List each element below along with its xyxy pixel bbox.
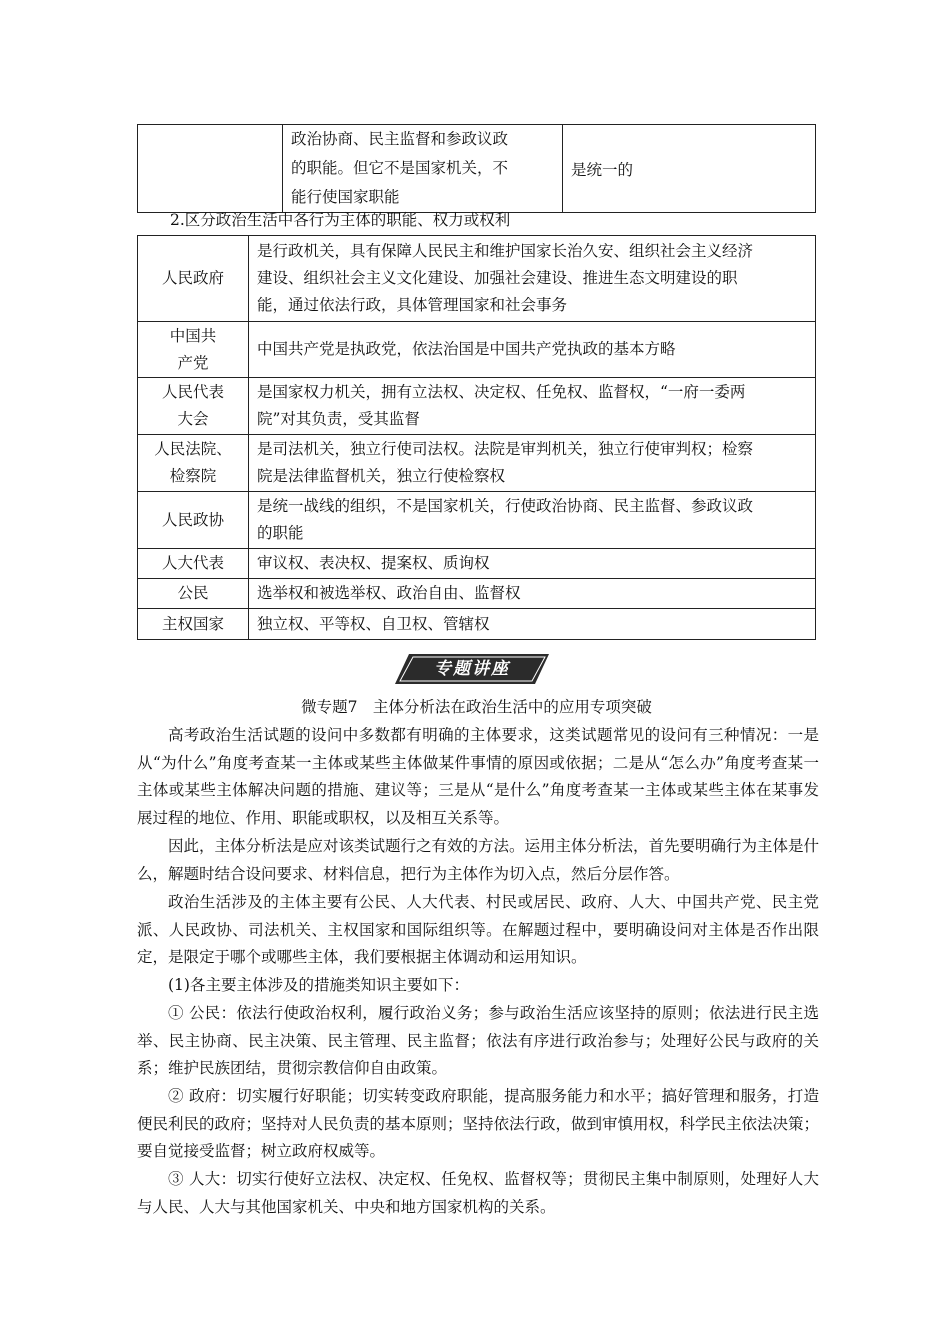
desc-line: 是司法机关，独立行使司法权。法院是审判机关，独立行使审判权；检察 bbox=[257, 440, 754, 458]
role-desc bbox=[249, 435, 816, 492]
role-desc bbox=[249, 579, 816, 609]
role-name-line: 检察院 bbox=[169, 467, 217, 485]
desc-line: 院是法律监督机关，独立行使检察权 bbox=[257, 467, 506, 485]
paragraph: ② 政府：切实履行好职能；切实转变政府职能，提高服务能力和水平；搞好管理和服务，打造便民利民的政府；坚持对人民负责的基本原则；坚持依法行政，做到审慎用权，科学民主依法决策；要自觉接受监督；树立政府权威等。 bbox=[137, 1087, 820, 1161]
role-name bbox=[138, 492, 249, 549]
role-name-line: 大会 bbox=[177, 410, 209, 428]
role-name bbox=[138, 609, 249, 640]
table-row bbox=[138, 236, 816, 322]
role-name bbox=[138, 549, 249, 579]
banner-label: 专题讲座 bbox=[434, 659, 510, 679]
desc-line: 独立权、平等权、自卫权、管辖权 bbox=[257, 614, 490, 633]
paragraph: 因此，主体分析法是应对该类试题行之有效的方法。运用主体分析法，首先要明确行为主体是什么，解题时结合设问要求、材料信息，把行为主体作为切入点，然后分层作答。 bbox=[137, 837, 820, 883]
table-cell: 是统一的 bbox=[563, 125, 816, 213]
paragraph: 政治生活涉及的主体主要有公民、人大代表、村民或居民、政府、人大、中国共产党、民主党派、人民政协、司法机关、主权国家和国际组织等。在解题过程中，要明确设问对主体是否作出限定，是限定于哪个或哪些主体，我们要根据主体调动和运用知识。 bbox=[137, 893, 819, 967]
table-row bbox=[138, 609, 816, 640]
role-name-line: 公民 bbox=[177, 584, 209, 602]
role-name-line: 人大代表 bbox=[161, 554, 224, 572]
section-title: 2.区分政治生活中各行为主体的职能、权力或权利 bbox=[170, 211, 511, 229]
table-cell bbox=[283, 125, 563, 213]
role-name-line: 主权国家 bbox=[161, 614, 224, 633]
role-desc bbox=[249, 236, 816, 322]
cell-line: 能行使国家职能 bbox=[291, 188, 400, 206]
table-row bbox=[138, 378, 816, 435]
role-name-line: 人民代表 bbox=[161, 383, 224, 401]
role-name bbox=[138, 236, 249, 322]
table-row bbox=[138, 579, 816, 609]
paragraph: (1)各主要主体涉及的措施类知识主要如下： bbox=[168, 976, 469, 994]
role-name bbox=[138, 579, 249, 609]
desc-line: 能，通过依法行政，具体管理国家和社会事务 bbox=[257, 296, 568, 314]
desc-line: 是统一战线的组织，不是国家机关，行使政治协商、民主监督、参政议政 bbox=[257, 497, 754, 515]
table-row bbox=[138, 322, 816, 378]
role-name bbox=[138, 435, 249, 492]
desc-line: 是国家权力机关，拥有立法权、决定权、任免权、监督权，“一府一委两 bbox=[257, 383, 746, 401]
table-cell bbox=[138, 125, 283, 213]
desc-line: 是行政机关，具有保障人民民主和维护国家长治久安、组织社会主义经济 bbox=[257, 242, 754, 260]
desc-line: 的职能 bbox=[257, 524, 304, 542]
desc-line: 选举权和被选举权、政治自由、监督权 bbox=[257, 584, 521, 602]
cell-line: 政治协商、民主监督和参政议政 bbox=[291, 130, 509, 148]
table-row bbox=[138, 492, 816, 549]
table-row bbox=[138, 125, 816, 213]
role-name-line: 人民法院、 bbox=[154, 440, 232, 458]
desc-line: 院”对其负责，受其监督 bbox=[257, 410, 420, 428]
role-desc bbox=[249, 322, 816, 378]
role-name-line: 人民政协 bbox=[161, 510, 224, 529]
role-name bbox=[138, 322, 249, 378]
section-banner bbox=[395, 652, 549, 686]
roles-table bbox=[137, 235, 816, 640]
table-row bbox=[138, 549, 816, 579]
subsection-heading: 微专题7 主体分析法在政治生活中的应用专项突破 bbox=[301, 698, 652, 716]
cell-line: 的职能。但它不是国家机关，不 bbox=[291, 159, 509, 177]
table-row bbox=[138, 435, 816, 492]
role-desc bbox=[249, 609, 816, 640]
paragraph: 高考政治生活试题的设问中多数都有明确的主体要求，这类试题常见的设问有三种情况：一是从“为什么”角度考查某一主体或某些主体做某件事情的原因或依据；二是从“怎么办”角度考查某一主体或某些主体解决问题的措施、建议等；三是从“是什么”角度考查某一主体或某些主体在某事发展过程的地位、作用、职能或职权，以及相互关系等。 bbox=[137, 726, 819, 827]
role-name bbox=[138, 378, 249, 435]
desc-line: 中国共产党是执政党，依法治国是中国共产党执政的基本方略 bbox=[257, 340, 676, 358]
role-name-line: 产党 bbox=[177, 353, 209, 372]
paragraph: ③ 人大：切实行使好立法权、决定权、任免权、监督权等；贯彻民主集中制原则，处理好人大与人民、人大与其他国家机关、中央和地方国家机构的关系。 bbox=[137, 1170, 819, 1216]
role-desc bbox=[249, 378, 816, 435]
paragraph: ① 公民：依法行使政治权利，履行政治义务；参与政治生活应该坚持的原则；依法进行民主选举、民主协商、民主决策、民主管理、民主监督；依法有序进行政治参与；处理好公民与政府的关系；维护民族团结，贯彻宗教信仰自由政策。 bbox=[137, 1004, 819, 1078]
role-name-line: 中国共 bbox=[169, 326, 217, 345]
desc-line: 建设、组织社会主义文化建设、加强社会建设、推进生态文明建设的职 bbox=[257, 269, 738, 287]
desc-line: 审议权、表决权、提案权、质询权 bbox=[257, 554, 490, 572]
continued-table bbox=[137, 124, 816, 213]
role-desc bbox=[249, 492, 816, 549]
role-desc bbox=[249, 549, 816, 579]
role-name-line: 人民政府 bbox=[161, 269, 224, 287]
